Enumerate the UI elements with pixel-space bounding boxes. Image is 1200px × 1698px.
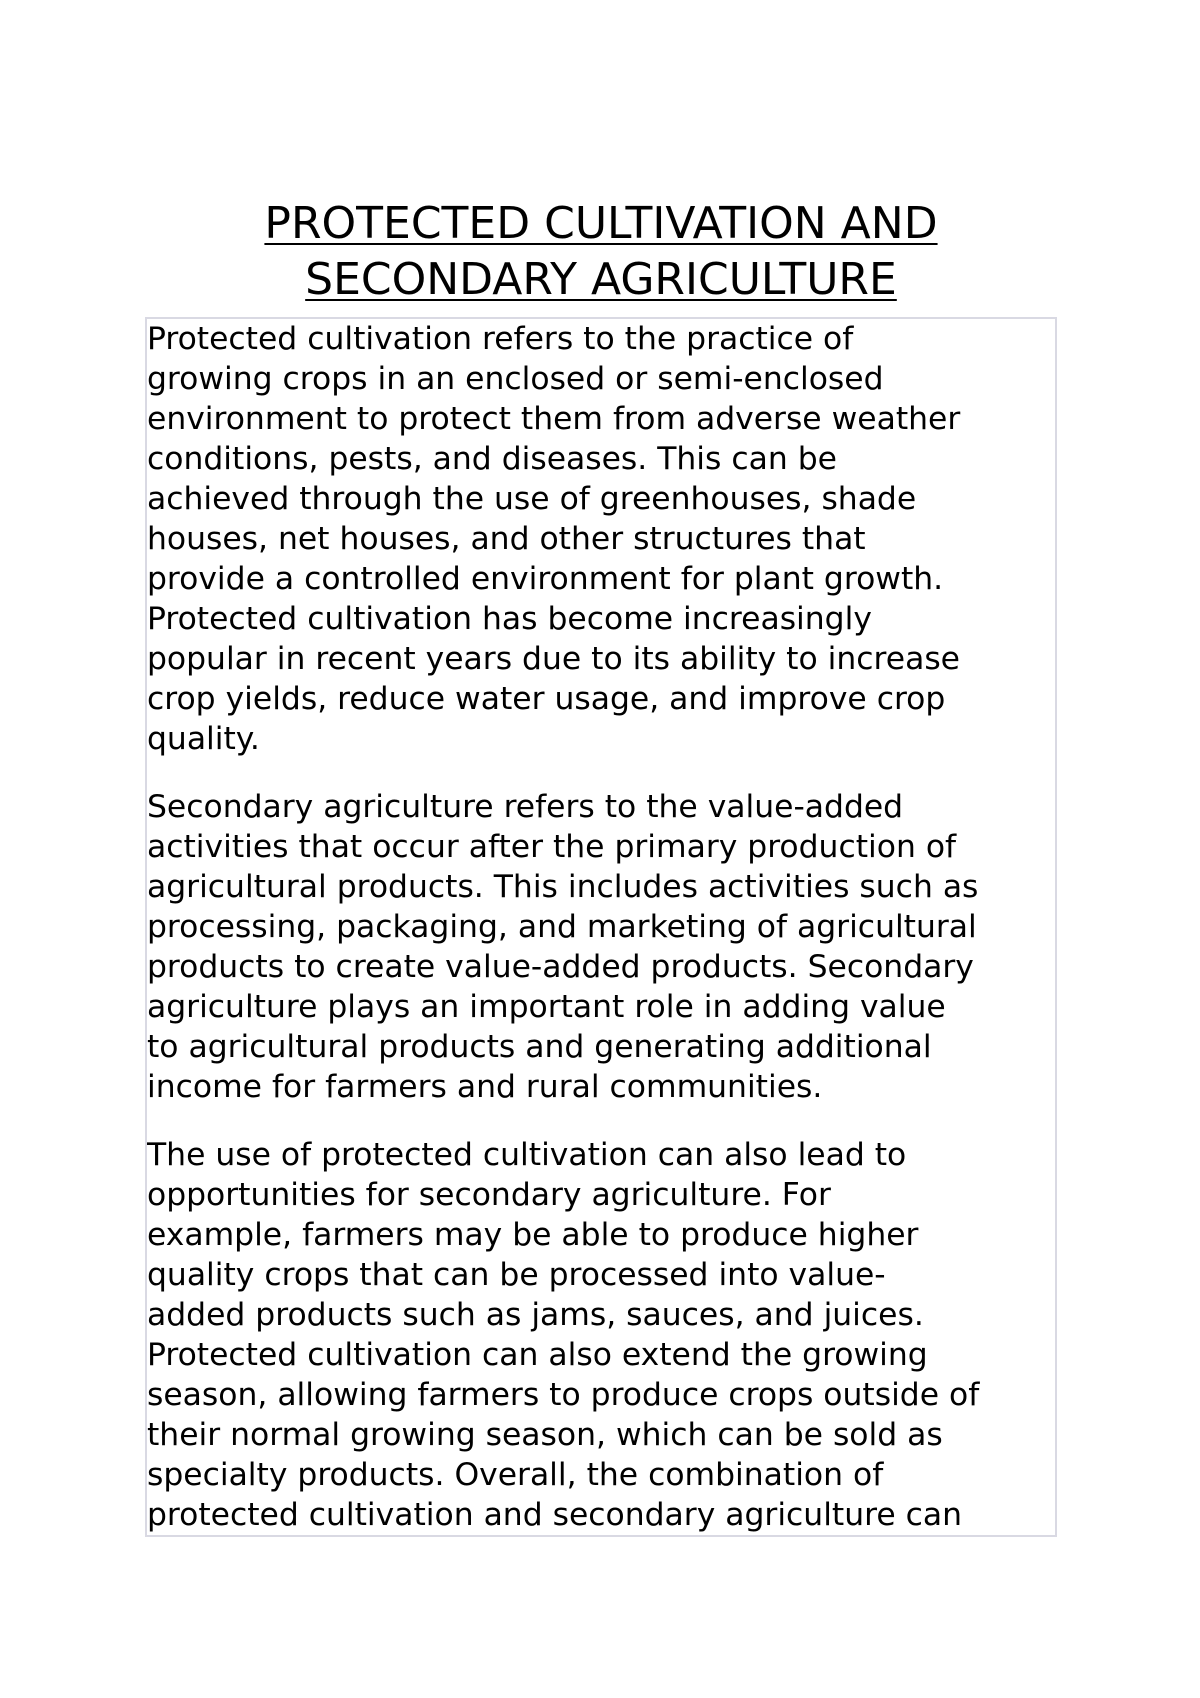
text-line: Protected cultivation refers to the practice of bbox=[147, 321, 854, 357]
title-line-1: PROTECTED CULTIVATION AND bbox=[264, 198, 938, 249]
text-line: environment to protect them from adverse weather bbox=[147, 401, 961, 437]
text-line: conditions, pests, and diseases. This can be bbox=[147, 441, 837, 477]
text-line: products to create value-added products. Secondary bbox=[147, 949, 974, 985]
text-line: quality. bbox=[147, 721, 260, 757]
text-line: to agricultural products and generating additional bbox=[147, 1029, 932, 1065]
text-line: agriculture plays an important role in adding value bbox=[147, 989, 946, 1025]
title-line-2: SECONDARY AGRICULTURE bbox=[305, 254, 897, 305]
text-line: income for farmers and rural communities. bbox=[147, 1069, 823, 1105]
paragraph-protected-cultivation bbox=[147, 319, 1055, 759]
paragraph-secondary-agriculture bbox=[147, 787, 1055, 1107]
text-line: added products such as jams, sauces, and juices. bbox=[147, 1297, 924, 1333]
text-line: season, allowing farmers to produce crops outside of bbox=[147, 1377, 980, 1413]
text-line: The use of protected cultivation can also lead to bbox=[147, 1137, 907, 1173]
text-line: activities that occur after the primary production of bbox=[147, 829, 957, 865]
text-line: agricultural products. This includes activities such as bbox=[147, 869, 979, 905]
text-line: specialty products. Overall, the combination of bbox=[147, 1457, 884, 1493]
text-line: example, farmers may be able to produce higher bbox=[147, 1217, 919, 1253]
text-line: Secondary agriculture refers to the value-added bbox=[147, 789, 904, 825]
page-title bbox=[145, 196, 1057, 308]
text-line: houses, net houses, and other structures that bbox=[147, 521, 866, 557]
text-line: crop yields, reduce water usage, and improve crop bbox=[147, 681, 946, 717]
text-line: opportunities for secondary agriculture. For bbox=[147, 1177, 831, 1213]
text-line: provide a controlled environment for plant growth. bbox=[147, 561, 944, 597]
paragraph-combined-use bbox=[147, 1135, 1055, 1535]
text-line: quality crops that can be processed into value- bbox=[147, 1257, 886, 1293]
text-line: popular in recent years due to its ability to increase bbox=[147, 641, 960, 677]
text-line: their normal growing season, which can be sold as bbox=[147, 1417, 943, 1453]
text-frame bbox=[145, 317, 1057, 1537]
text-line: Protected cultivation has become increasingly bbox=[147, 601, 872, 637]
text-line: achieved through the use of greenhouses, shade bbox=[147, 481, 917, 517]
text-line: growing crops in an enclosed or semi-enclosed bbox=[147, 361, 884, 397]
text-line: Protected cultivation can also extend the growing bbox=[147, 1337, 928, 1373]
text-line: protected cultivation and secondary agriculture can bbox=[147, 1497, 963, 1533]
text-line: processing, packaging, and marketing of agricultural bbox=[147, 909, 977, 945]
